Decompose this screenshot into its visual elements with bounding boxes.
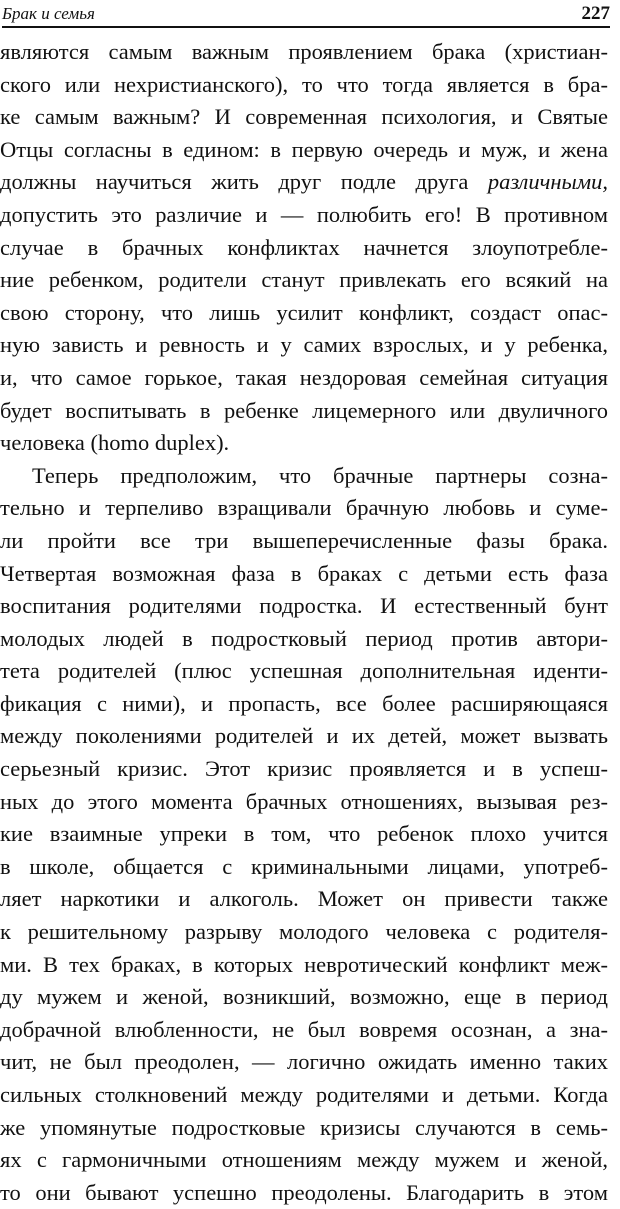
page-number: 227 [581,3,610,24]
text-line: человека (homo duplex). [0,430,230,456]
text-line: ях с гармоничными отношениям между мужем и женой, [0,1147,608,1173]
text-line: серьезный кризис. Этот кризис проявляется и в успеш- [0,756,608,782]
text-line-with-emphasis [0,166,608,199]
text-line: Отцы согласны в едином: в первую очередь и муж, и жена [0,136,608,162]
text-run: должны научиться жить друг подле друга [0,169,469,195]
text-line: воспитания родителями подростка. И естественный бунт [0,593,608,619]
text-line: же упомянутые подростковые кризисы случаются в семь- [0,1114,608,1140]
text-line: будет воспитывать в ребенке лицемерного или двуличного [0,397,608,423]
text-line: Теперь предположим, что брачные партнеры созна- [32,462,608,488]
text-line: Четвертая возможная фаза в браках с детьми есть фаза [0,560,608,586]
text-line: ке самым важным? И современная психология, и Святые [0,104,608,130]
text-line: между поколениями родителей и их детей, может вызвать [0,723,608,749]
text-line: сильных столкновений между родителями и детьми. Когда [0,1082,608,1107]
running-title: Брак и семья [2,4,95,23]
text-line: кие взаимные упреки в том, что ребенок плохо учится [0,821,608,847]
text-line: в школе, общается с криминальными лицами, употреб- [0,853,608,879]
text-line: ние ребенком, родители станут привлекать его всякий на [0,267,608,293]
text-line: к решительному разрыву молодого человека с родителя- [0,919,608,945]
text-line: допустить это различие и — полюбить его! В противном [0,201,608,227]
text-line: тета родителей (плюс успешная дополнительная иденти- [0,658,608,684]
text-line: ми. В тех браках, в которых невротический конфликт меж- [0,951,608,977]
text-line: являются самым важным проявлением брака (христиан- [0,39,608,64]
text-line: ского или нехристианского), то что тогда является в бра- [0,71,608,97]
paragraph-2 [0,460,608,1209]
text-line: ных до этого момента брачных отношениях, вызывая рез- [0,788,608,814]
text-line: фикация с ними), и пропасть, все более расширяющаяся [0,690,608,716]
text-line: случае в брачных конфликтах начнется злоупотребле- [0,234,608,260]
text-line: молодых людей в подростковый период против автори- [0,625,608,651]
text-line: ли пройти все три вышеперечисленные фазы брака. [0,527,608,553]
paragraph-1 [0,36,608,460]
text-line: чит, не был преодолен, — логично ожидать именно таких [0,1049,608,1075]
text-line: ную зависть и ревность и у самих взрослых, и у ребенка, [0,332,608,358]
body-text [0,36,608,1209]
text-line: и, что самое горькое, такая нездоровая семейная ситуация [0,364,608,390]
text-line: свою сторону, что лишь усилит конфликт, создаст опас- [0,299,608,325]
text-line: добрачной влюбленности, не был вовремя осознан, а зна- [0,1016,608,1042]
running-header [2,2,610,28]
text-line: тельно и терпеливо взращивали брачную любовь и суме- [0,495,608,521]
text-line: ляет наркотики и алкоголь. Может он привести также [0,886,608,912]
text-line: то они бывают успешно преодолены. Благодарить в этом [0,1179,608,1205]
emphasized-word: различными, [487,169,608,195]
text-line: ду мужем и женой, возникший, возможно, еще в период [0,984,608,1010]
